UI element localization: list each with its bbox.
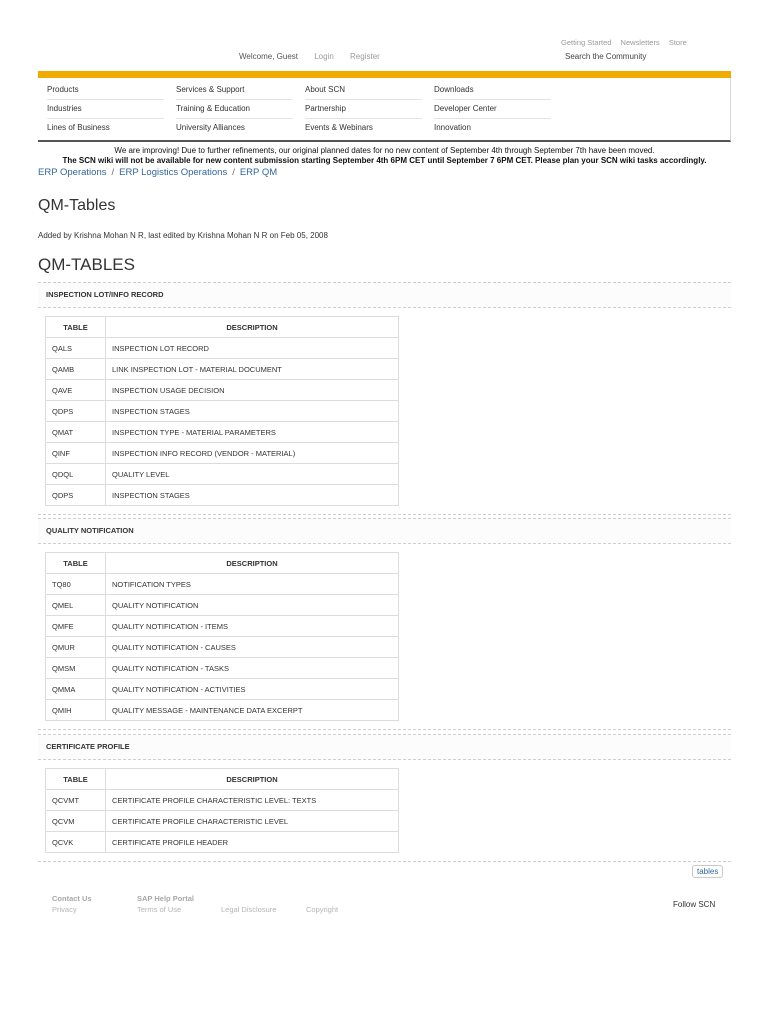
table-row bbox=[46, 811, 399, 832]
search-input[interactable]: Search the Community bbox=[565, 52, 647, 61]
data-table bbox=[45, 552, 399, 721]
breadcrumb-erp-qm[interactable]: ERP QM bbox=[239, 167, 278, 178]
table-row bbox=[46, 658, 399, 679]
welcome-bar bbox=[239, 52, 380, 61]
table-cell-description: INSPECTION STAGES bbox=[106, 485, 399, 506]
page-title: QM-Tables bbox=[38, 197, 116, 214]
table-cell-description: QUALITY LEVEL bbox=[106, 464, 399, 485]
section-title: CERTIFICATE PROFILE bbox=[38, 734, 731, 760]
newsletters-link[interactable]: Newsletters bbox=[620, 38, 660, 47]
section-certificate-profile bbox=[38, 734, 731, 862]
table-row bbox=[46, 832, 399, 853]
table-cell-description: INSPECTION LOT RECORD bbox=[106, 338, 399, 359]
table-cell-description: QUALITY NOTIFICATION - ITEMS bbox=[106, 616, 399, 637]
table-row bbox=[46, 790, 399, 811]
footer-link-sap-help-portal[interactable]: SAP Help Portal bbox=[137, 894, 194, 903]
welcome-text: Welcome, Guest bbox=[239, 52, 298, 61]
footer-link-terms-of-use[interactable]: Terms of Use bbox=[137, 905, 182, 914]
table-cell-description: INSPECTION TYPE - MATERIAL PARAMETERS bbox=[106, 422, 399, 443]
data-table bbox=[45, 316, 399, 506]
column-header-table: TABLE bbox=[46, 317, 106, 338]
table-cell-name: QCVK bbox=[46, 832, 106, 853]
footer-link-legal-disclosure[interactable]: Legal Disclosure bbox=[221, 905, 277, 914]
table-row bbox=[46, 464, 399, 485]
main-nav bbox=[38, 78, 731, 142]
table-row bbox=[46, 485, 399, 506]
section-inspection-lot bbox=[38, 282, 731, 515]
nav-item-products[interactable]: Products bbox=[47, 81, 164, 100]
table-cell-description: CERTIFICATE PROFILE CHARACTERISTIC LEVEL: TEXTS bbox=[106, 790, 399, 811]
getting-started-link[interactable]: Getting Started bbox=[561, 38, 612, 47]
table-cell-description: INSPECTION STAGES bbox=[106, 401, 399, 422]
table-cell-name: QALS bbox=[46, 338, 106, 359]
footer-column bbox=[52, 893, 142, 915]
table-cell-name: QAMB bbox=[46, 359, 106, 380]
footer-column bbox=[137, 893, 227, 915]
table-cell-description: INSPECTION USAGE DECISION bbox=[106, 380, 399, 401]
column-header-table: TABLE bbox=[46, 769, 106, 790]
column-header-description: DESCRIPTION bbox=[106, 769, 399, 790]
table-row bbox=[46, 595, 399, 616]
table-cell-description: LINK INSPECTION LOT - MATERIAL DOCUMENT bbox=[106, 359, 399, 380]
table-cell-name: TQ80 bbox=[46, 574, 106, 595]
table-cell-name: QDQL bbox=[46, 464, 106, 485]
column-header-table: TABLE bbox=[46, 553, 106, 574]
table-cell-description: CERTIFICATE PROFILE CHARACTERISTIC LEVEL bbox=[106, 811, 399, 832]
table-cell-name: QMAT bbox=[46, 422, 106, 443]
content-heading: QM-TABLES bbox=[38, 255, 135, 274]
column-header-description: DESCRIPTION bbox=[106, 553, 399, 574]
table-row bbox=[46, 401, 399, 422]
nav-item-lines-of-business[interactable]: Lines of Business bbox=[47, 123, 110, 132]
table-cell-description: NOTIFICATION TYPES bbox=[106, 574, 399, 595]
table-row bbox=[46, 700, 399, 721]
section-title: INSPECTION LOT/INFO RECORD bbox=[38, 282, 731, 308]
table-cell-name: QDPS bbox=[46, 401, 106, 422]
data-table bbox=[45, 768, 399, 853]
table-cell-name: QMMA bbox=[46, 679, 106, 700]
table-header-row bbox=[46, 317, 399, 338]
follow-scn-link[interactable]: Follow SCN bbox=[673, 900, 716, 909]
section-title: QUALITY NOTIFICATION bbox=[38, 518, 731, 544]
brand-bar bbox=[38, 71, 731, 78]
table-row bbox=[46, 443, 399, 464]
nav-item-events-webinars[interactable]: Events & Webinars bbox=[305, 123, 373, 132]
table-cell-name: QCVM bbox=[46, 811, 106, 832]
nav-item-downloads[interactable]: Downloads bbox=[434, 81, 551, 100]
table-cell-name: QINF bbox=[46, 443, 106, 464]
table-cell-description: QUALITY NOTIFICATION - ACTIVITIES bbox=[106, 679, 399, 700]
label-tag[interactable]: tables bbox=[692, 865, 723, 878]
breadcrumb-erp-logistics-operations[interactable]: ERP Logistics Operations bbox=[119, 167, 228, 178]
table-cell-description: QUALITY MESSAGE - MAINTENANCE DATA EXCERPT bbox=[106, 700, 399, 721]
table-cell-name: QMSM bbox=[46, 658, 106, 679]
column-header-description: DESCRIPTION bbox=[106, 317, 399, 338]
table-cell-name: QMIH bbox=[46, 700, 106, 721]
table-row bbox=[46, 616, 399, 637]
footer-link-copyright[interactable]: Copyright bbox=[306, 905, 339, 914]
footer-column bbox=[306, 904, 396, 915]
footer-link-contact-us[interactable]: Contact Us bbox=[52, 894, 92, 903]
footer-column bbox=[221, 904, 311, 915]
nav-item-industries[interactable]: Industries bbox=[47, 100, 164, 119]
utility-links bbox=[561, 38, 694, 47]
table-cell-name: QAVE bbox=[46, 380, 106, 401]
table-cell-description: QUALITY NOTIFICATION - TASKS bbox=[106, 658, 399, 679]
table-row bbox=[46, 338, 399, 359]
table-row bbox=[46, 422, 399, 443]
section-quality-notification bbox=[38, 518, 731, 730]
table-row bbox=[46, 359, 399, 380]
notice-line-2: The SCN wiki will not be available for new content submission starting September 4th 6PM CET until September 7 6PM CET. Please plan your SCN wiki tasks accordingly. bbox=[62, 156, 707, 165]
author-byline: Added by Krishna Mohan N R, last edited by Krishna Mohan N R on Feb 05, 2008 bbox=[38, 231, 328, 240]
footer-link-privacy[interactable]: Privacy bbox=[52, 905, 77, 914]
table-header-row bbox=[46, 769, 399, 790]
store-link[interactable]: Store bbox=[668, 38, 687, 47]
table-cell-name: QDPS bbox=[46, 485, 106, 506]
table-cell-description: INSPECTION INFO RECORD (VENDOR - MATERIAL) bbox=[106, 443, 399, 464]
nav-item-university-alliances[interactable]: University Alliances bbox=[176, 123, 245, 132]
table-cell-name: QMFE bbox=[46, 616, 106, 637]
maintenance-notice bbox=[38, 146, 731, 166]
table-cell-name: QMUR bbox=[46, 637, 106, 658]
table-cell-name: QCVMT bbox=[46, 790, 106, 811]
table-row bbox=[46, 679, 399, 700]
nav-column bbox=[47, 81, 164, 137]
nav-column bbox=[176, 81, 293, 137]
table-row bbox=[46, 637, 399, 658]
table-cell-name: QMEL bbox=[46, 595, 106, 616]
nav-item-innovation[interactable]: Innovation bbox=[434, 123, 471, 132]
nav-column bbox=[434, 81, 551, 137]
breadcrumb-erp-operations[interactable]: ERP Operations bbox=[38, 167, 107, 178]
table-header-row bbox=[46, 553, 399, 574]
nav-column bbox=[305, 81, 422, 137]
table-cell-description: QUALITY NOTIFICATION - CAUSES bbox=[106, 637, 399, 658]
nav-item-partnership[interactable]: Partnership bbox=[305, 100, 422, 119]
table-cell-description: QUALITY NOTIFICATION bbox=[106, 595, 399, 616]
register-link[interactable]: Register bbox=[350, 52, 380, 61]
table-cell-description: CERTIFICATE PROFILE HEADER bbox=[106, 832, 399, 853]
notice-line-1: We are improving! Due to further refinements, our original planned dates for no new content of September 4th through September 7th have been moved. bbox=[114, 146, 655, 155]
nav-item-about-scn[interactable]: About SCN bbox=[305, 81, 422, 100]
nav-item-services-support[interactable]: Services & Support bbox=[176, 81, 293, 100]
nav-item-developer-center[interactable]: Developer Center bbox=[434, 100, 551, 119]
login-link[interactable]: Login bbox=[314, 52, 334, 61]
nav-item-training-education[interactable]: Training & Education bbox=[176, 100, 293, 119]
breadcrumb: ERP Operations / ERP Logistics Operations / ERP QM bbox=[38, 167, 278, 178]
table-row bbox=[46, 574, 399, 595]
table-row bbox=[46, 380, 399, 401]
